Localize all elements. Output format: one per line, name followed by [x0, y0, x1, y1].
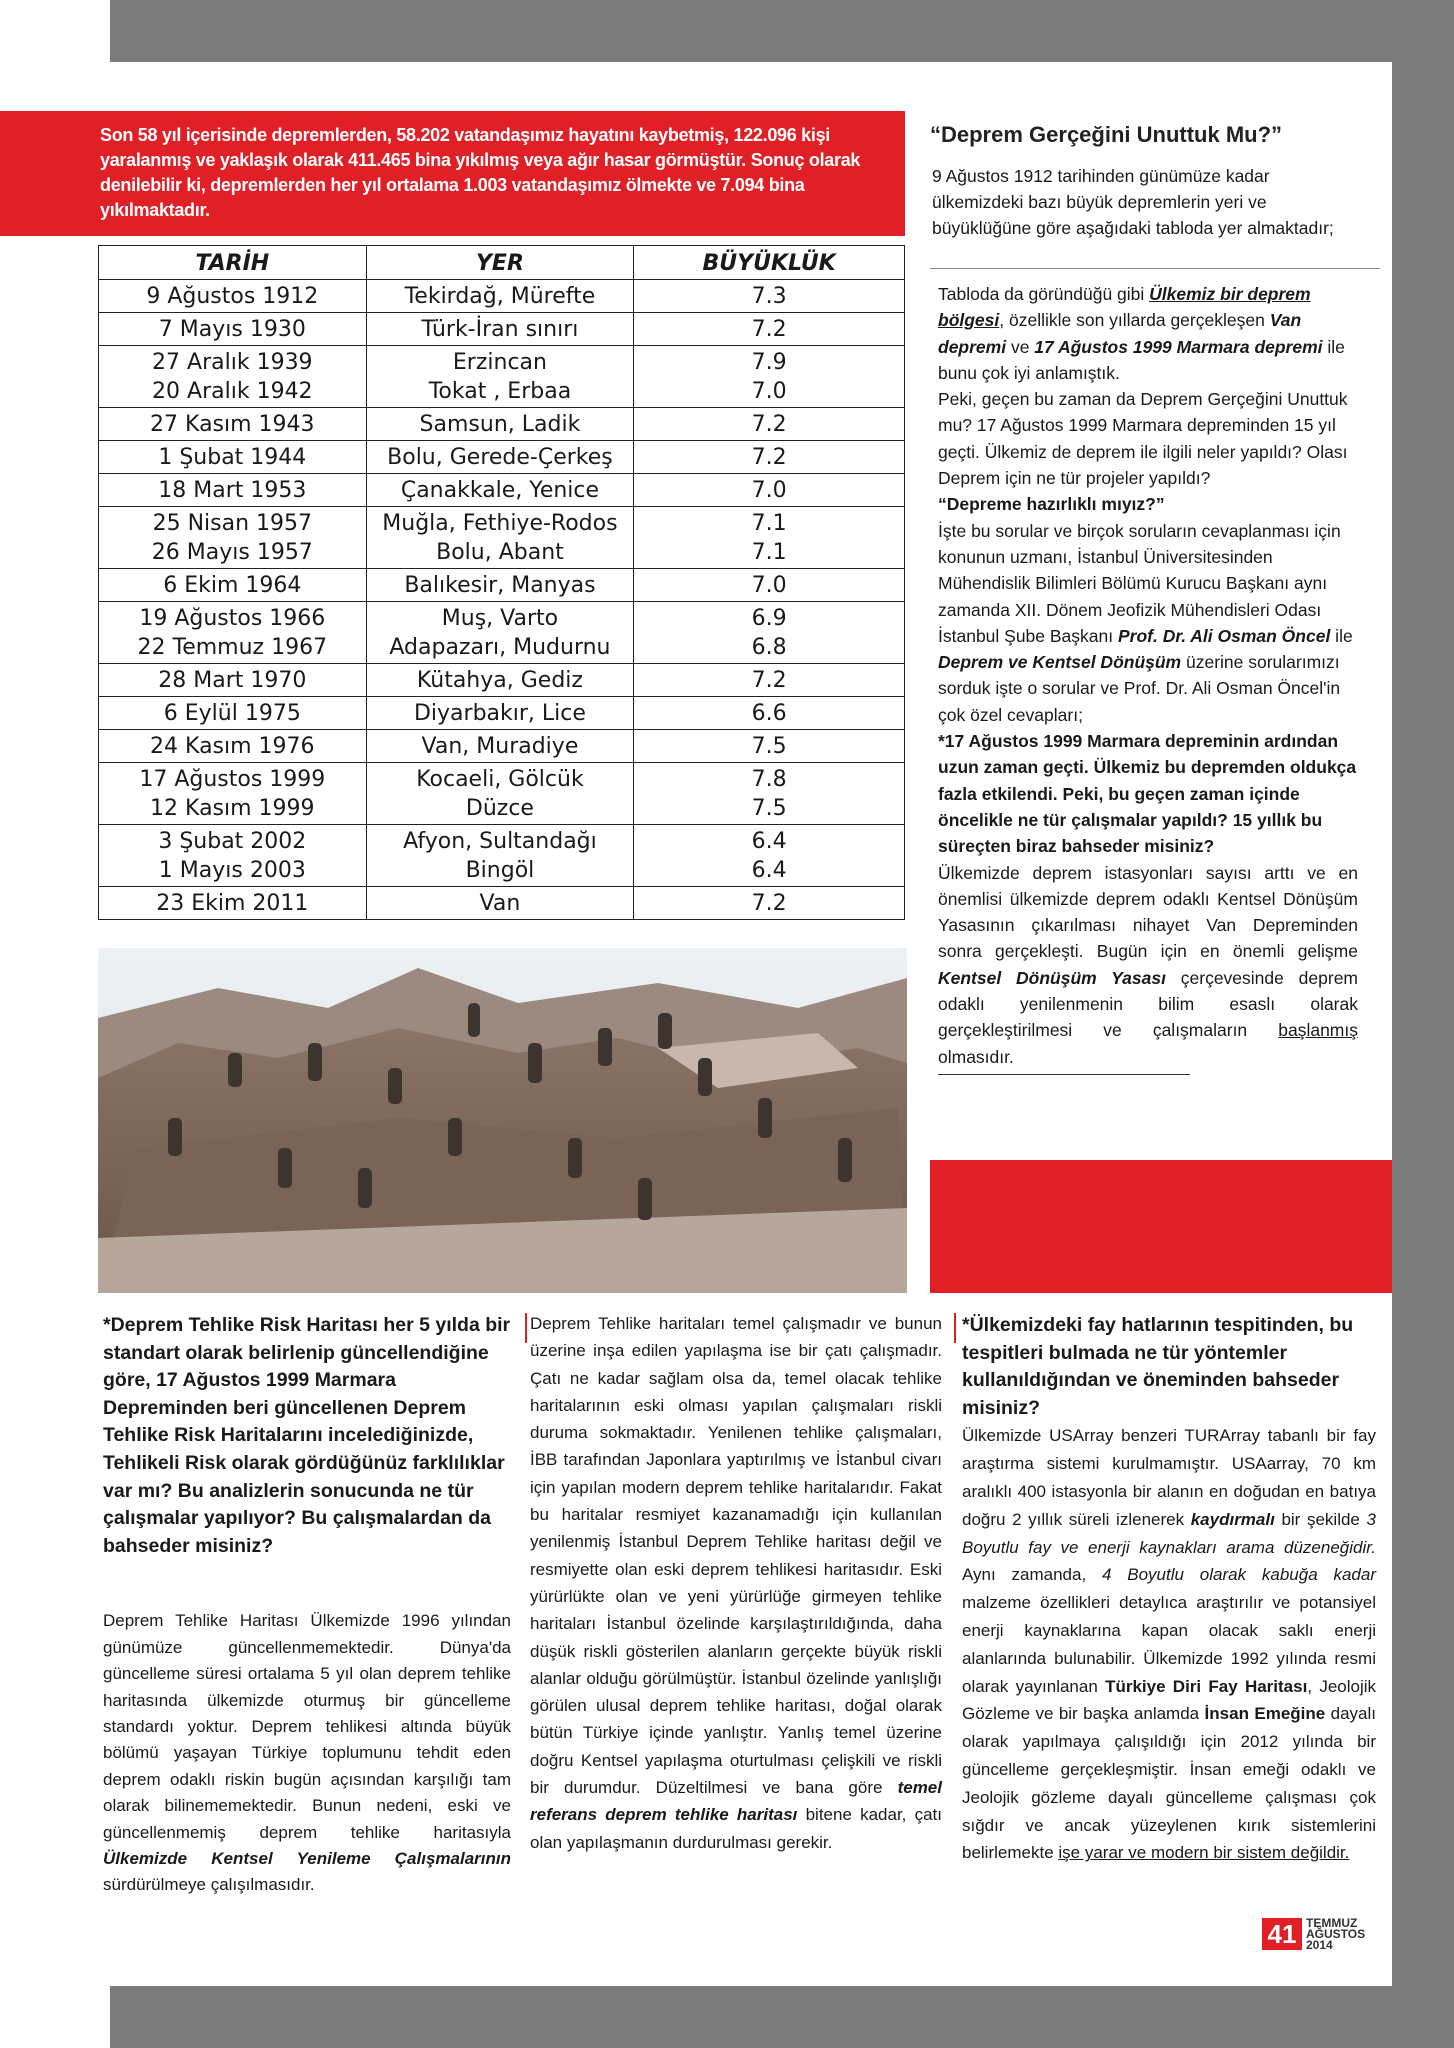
magnitude-cell	[634, 474, 905, 507]
table-row	[99, 763, 905, 825]
a2-text-b: Ülkemizde Kentsel Yenileme Çalışmalarının	[103, 1849, 511, 1868]
date-cell-value: 12 Kasım 1999	[150, 796, 315, 821]
a1-text-d: başlanmış	[1278, 1020, 1358, 1041]
magnitude-cell-value: 7.2	[751, 445, 787, 470]
date-cell-value: 9 Ağustos 1912	[146, 284, 319, 309]
table-row	[99, 887, 905, 920]
place-cell-value: Kocaeli, Gölcük	[416, 767, 584, 792]
b-text-a: Deprem Tehlike haritaları temel çalışmadır ve bunun üzerine inşa edilen yapılaşma ise bir çatı çalışmadır. Çatı ne kadar sağlam olsa da, temel olacak tehlike haritalarının eski olması yapılan çalışmaları riskli duruma sokmaktadır. Yenilenen tehlike çalışmaları, İBB tarafından Japonlara yaptırılmış ve İstanbul civarı için yapılan modern deprem tehlike haritalarıdır. Fakat bu haritalar resmiyet kazanamadığı için kullanılan yenilenmiş İstanbul Deprem Tehlike haritası değil ve resmiyette olan eski deprem tehlikesi haritasıdır. Eski yürürlükte olan ve yeni yürürlüğe girmeyen tehlike haritaları İstanbul özelinde karşılaştırıldığında, daha düşük riskli gösterilen alanların gerçekte büyük riskli alanlar olduğu görülmüştür. İstanbul özelinde yanlışlığı görülen ulusal deprem tehlike haritası, doğal olarak bütün Türkiye içinde yanlıştır. Yanlış temel üzerine doğru Kentsel yapılaşma oturtulması çelişkili ve riskli bir durumdur. Düzeltilmesi ve bana göre	[530, 1314, 942, 1798]
column-divider-left	[525, 1313, 527, 1343]
red-accent-block	[930, 1160, 1392, 1293]
p4-text-e: üzerine sorularımızı sorduk işte o sorular ve Prof. Dr. Ali Osman Öncel'in çok özel cevapları;	[938, 652, 1341, 725]
c-text-1: Ülkemizde USArray benzeri TURArray tabanlı bir fay araştırma sistemi kurulmamıştır. USAarray, 70 km aralıklı 400 istasyonla bir alanın en doğudan en batıya doğru 2 yıllık süreli izlenerek	[962, 1426, 1376, 1529]
issue-date	[1306, 1918, 1376, 1951]
table-row	[99, 408, 905, 441]
magnitude-cell-value: 7.5	[751, 796, 787, 821]
bottom-gray-band	[110, 1986, 1454, 2048]
magnitude-cell-value: 7.1	[751, 511, 787, 536]
p1-text-a: Tabloda da göründüğü gibi	[938, 284, 1150, 304]
place-cell-value: Kütahya, Gediz	[416, 668, 583, 693]
answer-2	[103, 1608, 511, 1898]
date-cell	[99, 441, 367, 474]
date-cell	[99, 280, 367, 313]
paragraph-4	[938, 518, 1358, 728]
date-cell-value: 24 Kasım 1976	[150, 734, 315, 759]
magnitude-cell-value: 6.9	[751, 606, 787, 631]
p4-text-a: İşte bu sorular ve birçok soruların cevaplanması için konunun uzmanı, İstanbul Üniversitesinden Mühendislik Bilimleri Bölümü Kurucu Başkanı aynı zamanda XII. Dönem Jeofizik Mühendisleri Odası İstanbul Şube Başkanı	[938, 520, 1341, 646]
place-cell-value: Diyarbakır, Lice	[413, 701, 586, 726]
p4-text-c: ile	[1330, 625, 1353, 646]
column-a	[103, 1312, 511, 1899]
magnitude-cell	[634, 763, 905, 825]
place-cell-value: Afyon, Sultandağı	[403, 829, 597, 854]
magnitude-cell-value: 7.0	[751, 379, 787, 404]
p1-text-f: 17 Ağustos 1999 Marmara depremi	[1034, 336, 1323, 357]
paragraph-1	[938, 281, 1358, 386]
date-cell-value: 6 Ekim 1964	[163, 573, 302, 598]
a2-text-a: Deprem Tehlike Haritası Ülkemizde 1996 yılından günümüze güncellenmemektedir. Dünya'da güncelleme süresi ortalama 5 yıl olan deprem tehlike haritasında ülkemizde oturmuş bir güncelleme standardı yoktur. Deprem tehlikesi altında büyük bölümü yaşayan Türkiye toplumunu tehdit eden deprem odaklı riskin bugün açısından karşılığı tam olarak bilinememektedir. Bunun nedeni, eski ve güncellenmemiş deprem tehlike haritasıyla	[103, 1611, 511, 1842]
magnitude-cell	[634, 602, 905, 664]
table-row	[99, 825, 905, 887]
table-row	[99, 730, 905, 763]
magnitude-cell-value: 7.5	[751, 734, 787, 759]
answer-3	[962, 1422, 1376, 1867]
place-cell-value: Van	[479, 891, 521, 916]
table-header-row	[99, 246, 905, 280]
date-cell-value: 28 Mart 1970	[158, 668, 307, 693]
page-footer	[1262, 1918, 1372, 1960]
column-divider-right	[954, 1313, 956, 1343]
magnitude-cell	[634, 507, 905, 569]
earthquake-rubble-photo	[98, 948, 907, 1293]
place-cell	[366, 887, 634, 920]
date-cell	[99, 697, 367, 730]
page-number: 41	[1262, 1918, 1302, 1950]
paragraph-2: Peki, geçen bu zaman da Deprem Gerçeğini Unuttuk mu? 17 Ağustos 1999 Marmara depreminden 15 yıl geçti. Ülkemiz de deprem ile ilgili neler yapıldı? Olası Deprem için ne tür projeler yapıldı?	[938, 389, 1348, 489]
magnitude-cell-value: 7.2	[751, 317, 787, 342]
date-cell	[99, 507, 367, 569]
date-cell-value: 23 Ekim 2011	[156, 891, 309, 916]
issue-year: 2014	[1306, 1938, 1333, 1952]
place-cell-value: Tekirdağ, Mürefte	[404, 284, 596, 309]
answer-2-continued	[530, 1310, 942, 1856]
place-cell-value: Çanakkale, Yenice	[400, 478, 600, 503]
date-cell	[99, 474, 367, 507]
magnitude-cell-value: 7.2	[751, 891, 787, 916]
place-cell	[366, 474, 634, 507]
right-column	[938, 281, 1358, 1075]
magnitude-cell	[634, 346, 905, 408]
c-text-7: malzeme özellikleri detaylıca araştırılır ve potansiyel enerji kaynaklarına kapan olacak saklı enerji alanlarında bulunabilir. Ülkemizde 1992 yılında resmi olarak yayınlanan	[962, 1593, 1376, 1696]
date-cell-value: 3 Şubat 2002	[158, 829, 307, 854]
magnitude-cell-value: 7.0	[751, 478, 787, 503]
magnitude-cell-value: 6.4	[751, 858, 787, 883]
date-cell	[99, 887, 367, 920]
column-c	[962, 1312, 1376, 1867]
header-date: TARİH	[99, 246, 367, 280]
magnitude-cell-value: 7.1	[751, 540, 787, 565]
date-cell	[99, 602, 367, 664]
c-text-6: 4 Boyutlu olarak kabuğa kadar	[1102, 1565, 1376, 1585]
p1-text-d: Van depremi	[938, 310, 1302, 357]
place-cell	[366, 441, 634, 474]
date-cell-value: 7 Mayıs 1930	[158, 317, 306, 342]
b-text-b: temel referans deprem tehlike haritası	[530, 1778, 942, 1825]
magnitude-cell	[634, 441, 905, 474]
question-2: *Deprem Tehlike Risk Haritası her 5 yılda bir standart olarak belirlenip güncellendiğine göre, 17 Ağustos 1999 Marmara Depreminden beri güncellenen Deprem Tehlike Risk Haritalarını incelediğinizde, Tehlikeli Risk olarak gördüğünüz farklılıklar var mı? Bu analizlerin sonucunda ne tür çalışmalar yapılıyor? Bu çalışmalardan da bahseder misiniz?	[103, 1314, 511, 1557]
table-row	[99, 313, 905, 346]
a1-text-a: Ülkemizde deprem istasyonları sayısı arttı ve en önemlisi ülkemizde deprem odaklı Kentsel Dönüşüm Yasasının çıkarılması nihayet Van Depreminden sonra gerçekleşti. Bugün için en önemli gelişme	[938, 862, 1358, 962]
date-cell	[99, 569, 367, 602]
right-gray-band	[1392, 62, 1454, 2048]
magnitude-cell	[634, 887, 905, 920]
header-place: YER	[366, 246, 634, 280]
question-1: *17 Ağustos 1999 Marmara depreminin ardından uzun zaman geçti. Ülkemiz bu depremden oldukça fazla etkilendi. Peki, bu geçen zaman içinde öncelikle ne tür çalışmalar yapıldı? 15 yıllık bu süreçten biraz bahseder misiniz?	[938, 731, 1357, 857]
date-cell-value: 22 Temmuz 1967	[137, 635, 328, 660]
header-magnitude: BÜYÜKLÜK	[634, 246, 905, 280]
question-3: *Ülkemizdeki fay hatlarının tespitinden, bu tespitleri bulmada ne tür yöntemler kullanıldığından ve öneminden bahseder misiniz?	[962, 1314, 1354, 1419]
place-cell	[366, 569, 634, 602]
statistics-banner	[0, 111, 905, 236]
c-text-4: 3 Boyutlu fay ve enerji kaynakları arama düzeneğidir.	[962, 1509, 1376, 1557]
magnitude-cell-value: 6.6	[751, 701, 787, 726]
date-cell-value: 1 Mayıs 2003	[158, 858, 306, 883]
earthquake-table	[98, 245, 905, 920]
date-cell	[99, 346, 367, 408]
table-row	[99, 346, 905, 408]
place-cell	[366, 313, 634, 346]
place-cell-value: Adapazarı, Mudurnu	[389, 635, 611, 660]
place-cell	[366, 507, 634, 569]
magnitude-cell	[634, 280, 905, 313]
c-text-5: Aynı zamanda,	[962, 1565, 1102, 1585]
issue-month-2: AĞUSTOS	[1306, 1927, 1366, 1941]
place-cell-value: Düzce	[465, 796, 534, 821]
rubble-illustration	[98, 948, 907, 1293]
magnitude-cell-value: 7.2	[751, 668, 787, 693]
magnitude-cell-value: 7.9	[751, 350, 787, 375]
date-cell-value: 27 Aralık 1939	[152, 350, 313, 375]
c-text-9: , Jeolojik Gözleme ve bir başka anlamda	[962, 1676, 1377, 1724]
article-title: “Deprem Gerçeğini Unuttuk Mu?”	[930, 122, 1283, 147]
article-intro: 9 Ağustos 1912 tarihinden günümüze kadar ülkemizdeki bazı büyük depremlerin yeri ve büyüklüğüne göre aşağıdaki tabloda yer almaktadır;	[932, 166, 1334, 238]
place-cell	[366, 602, 634, 664]
p1-text-b: Ülkemiz bir deprem bölgesi	[938, 284, 1311, 331]
date-cell	[99, 664, 367, 697]
place-cell-value: Bolu, Gerede-Çerkeş	[387, 445, 613, 470]
c-text-3: bir şekilde	[1274, 1509, 1367, 1529]
c-text-2: kaydırmalı	[1190, 1509, 1275, 1529]
p1-text-g: ile bunu çok iyi anlamıştık.	[938, 336, 1345, 383]
place-cell-value: Samsun, Ladik	[419, 412, 581, 437]
magnitude-cell-value: 7.2	[751, 412, 787, 437]
magnitude-cell	[634, 408, 905, 441]
place-cell	[366, 346, 634, 408]
magnitude-cell	[634, 825, 905, 887]
place-cell	[366, 730, 634, 763]
place-cell	[366, 825, 634, 887]
place-cell	[366, 697, 634, 730]
c-text-11: dayalı olarak yapılmaya çalışıldığı için 2012 yılında bir güncelleme gerçekleşmiştir. İnsan emeği odaklı ve Jeolojik gözleme dayalı güncelleme çalışması çok sığdır ve ancak yüzeylenen kırık sistemlerini belirlemekte	[962, 1704, 1377, 1863]
date-cell	[99, 408, 367, 441]
top-gray-band	[110, 0, 1454, 62]
date-cell	[99, 825, 367, 887]
table-row	[99, 507, 905, 569]
p4-text-d: Deprem ve Kentsel Dönüşüm	[938, 652, 1182, 673]
place-cell-value: Bingöl	[465, 858, 535, 883]
a1-text-c: çerçevesinde deprem odaklı yenilenmenin bilim esaslı olarak gerçekleştirilmesi ve çalışmaların	[938, 967, 1358, 1041]
magnitude-cell	[634, 313, 905, 346]
date-cell	[99, 730, 367, 763]
place-cell-value: Van, Muradiye	[421, 734, 579, 759]
c-text-10: İnsan Emeğine	[1204, 1704, 1326, 1724]
date-cell-value: 26 Mayıs 1957	[151, 540, 313, 565]
magnitude-cell-value: 6.8	[751, 635, 787, 660]
magnitude-cell-value: 7.3	[751, 284, 787, 309]
date-cell-value: 25 Nisan 1957	[152, 511, 313, 536]
place-cell-value: Türk-İran sınırı	[421, 317, 579, 342]
table-row	[99, 280, 905, 313]
date-cell	[99, 313, 367, 346]
magnitude-cell	[634, 730, 905, 763]
place-cell	[366, 664, 634, 697]
paragraph-3: “Depreme hazırlıklı mıyız?”	[938, 494, 1165, 515]
date-cell-value: 20 Aralık 1942	[152, 379, 313, 404]
table-row	[99, 569, 905, 602]
answer-divider	[938, 1074, 1190, 1075]
place-cell	[366, 763, 634, 825]
place-cell-value: Muğla, Fethiye-Rodos	[382, 511, 618, 536]
statistics-text: Son 58 yıl içerisinde depremlerden, 58.202 vatandaşımız hayatını kaybetmiş, 122.096 kişi yaralanmış ve yaklaşık olarak 411.465 bina yıkılmış veya ağır hasar görmüştür. Sonuç olarak denilebilir ki, depremlerden her yıl ortalama 1.003 vatandaşımız ölmekte ve 7.094 bina yıkılmaktadır.	[100, 125, 861, 220]
intro-divider	[930, 268, 1380, 269]
column-b	[530, 1310, 942, 1856]
magnitude-cell	[634, 569, 905, 602]
date-cell-value: 1 Şubat 1944	[158, 445, 307, 470]
place-cell	[366, 280, 634, 313]
magnitude-cell-value: 7.0	[751, 573, 787, 598]
place-cell-value: Erzincan	[452, 350, 547, 375]
p4-text-b: Prof. Dr. Ali Osman Öncel	[1117, 625, 1331, 646]
c-text-12: işe yarar ve modern bir sistem değildir.	[1058, 1843, 1350, 1863]
date-cell-value: 27 Kasım 1943	[150, 412, 315, 437]
answer-1	[938, 860, 1358, 1070]
p1-text-c: , özellikle son yıllarda gerçekleşen	[999, 310, 1270, 331]
b-text-c: bitene kadar, çatı olan yapılaşmanın durdurulması gerekir.	[530, 1805, 942, 1852]
date-cell	[99, 763, 367, 825]
a1-text-b: Kentsel Dönüşüm Yasası	[938, 967, 1166, 988]
c-text-8: Türkiye Diri Fay Haritası	[1105, 1676, 1308, 1696]
a1-text-e: olmasıdır.	[938, 1046, 1014, 1067]
magnitude-cell	[634, 697, 905, 730]
place-cell-value: Tokat , Erbaa	[428, 379, 572, 404]
table-row	[99, 441, 905, 474]
magnitude-cell-value: 7.8	[751, 767, 787, 792]
date-cell-value: 17 Ağustos 1999	[139, 767, 326, 792]
place-cell-value: Muş, Varto	[441, 606, 559, 631]
magnitude-cell-value: 6.4	[751, 829, 787, 854]
place-cell	[366, 408, 634, 441]
magnitude-cell	[634, 664, 905, 697]
p1-text-e: ve	[1006, 336, 1035, 357]
table-row	[99, 664, 905, 697]
date-cell-value: 18 Mart 1953	[158, 478, 307, 503]
date-cell-value: 6 Eylül 1975	[163, 701, 301, 726]
place-cell-value: Bolu, Abant	[436, 540, 564, 565]
issue-month-1: TEMMUZ	[1306, 1916, 1358, 1930]
a2-text-c: sürdürülmeye çalışılmasıdır.	[103, 1875, 315, 1895]
table-row	[99, 697, 905, 730]
place-cell-value: Balıkesir, Manyas	[404, 573, 596, 598]
table-row	[99, 474, 905, 507]
date-cell-value: 19 Ağustos 1966	[139, 606, 326, 631]
table-row	[99, 602, 905, 664]
